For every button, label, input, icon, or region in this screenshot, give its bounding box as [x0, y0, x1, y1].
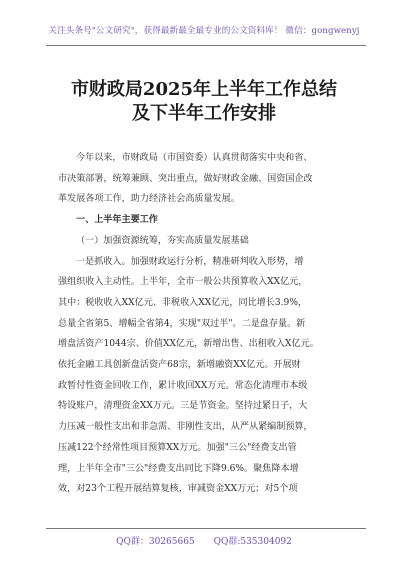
section-heading: 一、上半年主要工作: [76, 214, 158, 226]
header-divider: [46, 45, 366, 46]
header-banner: 关注头条号"公文研究"，获得最新最全最专业的公文资料库！ 微信：gongwenyj: [48, 26, 360, 36]
footer-qq-group-2: QQ群:535304092: [213, 537, 292, 547]
body-line: 今年以来，市财政局（市国资委）认真贯彻落实中央和省、: [76, 153, 313, 163]
footer-qq-group-1: QQ群：30265665: [116, 537, 195, 547]
body-line: 革发展各项工作，助力经济社会高质量发展。: [58, 194, 240, 205]
body-line: 强组织收入主动性。上半年，全市一般公共预算收入XX亿元，: [58, 277, 308, 288]
body-line: 力压减一般性支出和非急需、非刚性支出，从严从紧编制预算，: [58, 422, 313, 433]
document-title: [0, 78, 408, 126]
body-line: 压减122个经常性项目预算XX万元。加强"三公"经费支出管: [58, 442, 297, 453]
footer: [0, 534, 408, 547]
body-line: 市决策部署，统筹兼顾、突出重点，做好财政金融、国资国企改: [58, 173, 313, 184]
body-line: 理，上半年全市"三公"经费支出同比下降9.6%。聚焦降本增: [58, 463, 299, 474]
body-line: 依托金融工具创新盘活资产68宗，新增融资XX亿元。开展财: [58, 360, 301, 371]
footer-divider: [46, 528, 366, 529]
subsection-heading: （一）加强资源统筹，夯实高质量发展基础: [76, 235, 249, 246]
body-line: 其中：税收收入XX亿元、非税收入XX亿元，同比增长3.9%，: [58, 297, 308, 308]
body-line: 效，对23个工程开展结算复核，审减资金XX万元；对5个项: [58, 484, 298, 495]
title-line-1: 市财政局2025年上半年工作总结: [70, 79, 338, 100]
body-line: 一是抓收入。加强财政运行分析，精准研判收入形势，增: [76, 256, 304, 267]
body-line: 增盘活资产1044宗、价值XX亿元，新增出售、出租收入X亿元。: [58, 339, 319, 350]
body-line: 总量全省第5、增幅全省第4，实现"双过半"。二是盘存量。新: [58, 318, 306, 329]
body-line: 政暂付性资金回收工作，累计收回XX万元。常态化清理市本级: [58, 380, 308, 391]
title-line-2: 及下半年工作安排: [132, 103, 276, 124]
body-line: 特设账户，清理资金XX万元。三是节资金。坚持过紧日子，大: [58, 401, 308, 412]
document-body: [58, 148, 356, 500]
